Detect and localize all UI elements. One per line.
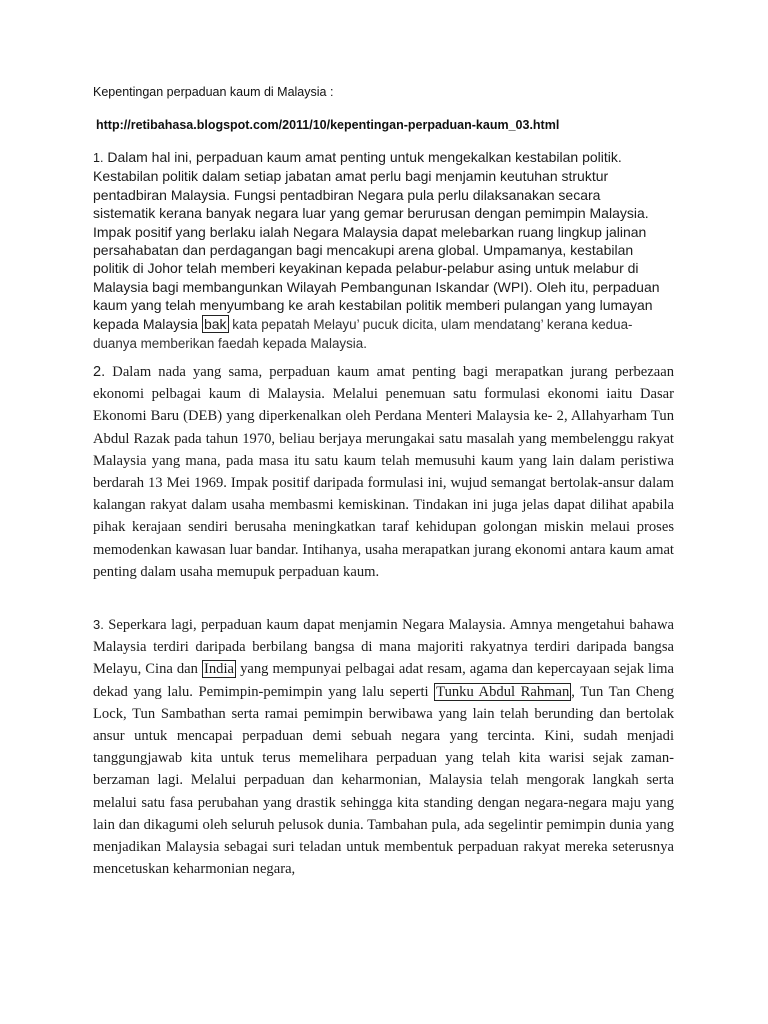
paragraph-3-text-end: , Tun Tan Cheng Lock, Tun Sambathan serta ramai pemimpin berwibawa yang lain telah berunding dan bertolak ansur untuk mencapai perpaduan demi sebuah negara yang tercinta. Kini, sudah menjadi tanggungjawab kita untuk terus memelihara perpaduan yang telah kita warisi sejak zaman-berzaman lagi. Melalui perpaduan dan keharmonian, Malaysia telah mengorak langkah serta melalui satu fasa perubahan yang drastik sehingga kita standing dengan negara-negara maju yang lain dan dikagumi oleh seluruh pelusok dunia. Tambahan pula, ada segelintir pemimpin dunia yang menjadikan Malaysia sebagai suri teladan untuk membentuk perpaduan rakyat mereka seterusnya mencetuskan keharmonian negara, (93, 683, 674, 878)
paragraph-2-number: 2. (93, 364, 106, 380)
paragraph-3-number: 3. (93, 617, 104, 632)
paragraph-1-text: Dalam hal ini, perpaduan kaum amat penting untuk mengekalkan kestabilan politik. Kestabilan politik dalam setiap jabatan amat perlu bagi menjamin keutuhan struktur pentadbiran Malaysia. Fungsi pentadbiran Negara pula perlu dilaksanakan secara sistematik kerana banyak negara luar yang gemar berurusan dengan pemimpin Malaysia. Impak positif yang berlaku ialah Negara Malaysia dapat melebarkan ruang lingkup jalinan persahabatan dan perdagangan bagi mencakupi arena global. Umpamanya, kestabilan politik di Johor telah memberi keyakinan kepada pelabur-pelabur asing untuk melabur di Malaysia bagi membangunkan Wilayah Pembangunan Iskandar (WPI). Oleh itu, perpaduan kaum yang telah menyumbang ke arah kestabilan politik memberi pulangan yang lumayan kepada Malaysia (93, 149, 660, 332)
paragraph-1-text-end: kata pepatah Melayu’ pucuk dicita, ulam mendatang’ kerana kedua-duanya memberikan faedah kepada Malaysia. (93, 316, 633, 352)
paragraph-2-text: Dalam nada yang sama, perpaduan kaum amat penting bagi merapatkan jurang perbezaan ekonomi pelbagai kaum di Malaysia. Melalui penemuan satu formulasi ekonomi iaitu Dasar Ekonomi Baru (DEB) yang diperkenalkan oleh Perdana Menteri Malaysia ke- 2, Allahyarham Tun Abdul Razak pada tahun 1970, beliau berjaya merungakai satu masalah yang membelenggu rakyat Malaysia yang mana, pada masa itu satu kaum telah memusuhi kaum yang lain dalam peristiwa berdarah 13 Mei 1969. Impak positif daripada formulasi ini, wujud semangat bertolak-ansur dalam kalangan rakyat dalam usaha membasmi kemiskinan. Tindakan ini juga jelas dapat dilihat apabila pihak kerajaan sendiri berusaha meningkatkan taraf kehidupan golongan miskin melaui proses memodenkan kawasan luar bandar. Intihanya, usaha merapatkan jurang ekonomi antara kaum amat penting dalam usaha memupuk perpaduan kaum. (93, 364, 674, 580)
paragraph-3-text-middle: yang mempunyai pelbagai adat resam, agama dan kepercayaan sejak lima dekad yang lalu. Pemimpin-pemimpin yang lalu seperti (93, 661, 674, 700)
source-url: http://retibahasa.blogspot.com/2011/10/kepentingan-perpaduan-kaum_03.html (96, 118, 560, 132)
paragraph-2 (93, 361, 674, 583)
highlighted-name-tunku-abdul-rahman: Tunku Abdul Rahman (436, 683, 570, 700)
paragraph-3-text: Seperkara lagi, perpaduan kaum dapat menjamin Negara Malaysia. Amnya mengetahui bahawa Malaysia terdiri daripada berbilang bangsa di mana majoriti rakyatnya terdiri daripada bangsa Melayu, Cina dan (93, 617, 674, 678)
highlighted-word-bak: bak (203, 315, 227, 332)
paragraph-1 (93, 148, 663, 353)
highlighted-word-india: India (204, 661, 235, 678)
paragraph-1-number: 1. (93, 151, 104, 165)
document-title: Kepentingan perpaduan kaum di Malaysia : (93, 85, 334, 99)
paragraph-3 (93, 614, 674, 880)
